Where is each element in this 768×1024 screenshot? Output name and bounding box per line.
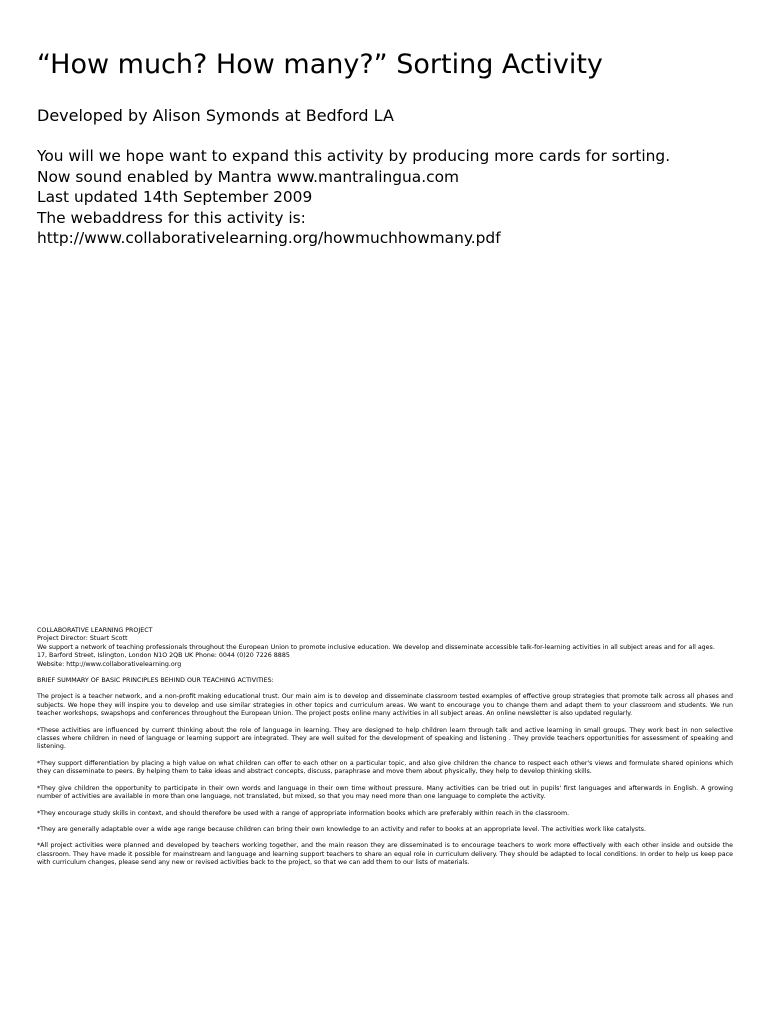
page-title: “How much? How many?” Sorting Activity xyxy=(37,49,603,80)
author-byline: Developed by Alison Symonds at Bedford LA xyxy=(37,106,394,125)
project-info xyxy=(37,627,733,669)
summary-paragraph: *They give children the opportunity to participate in their own words and language in their own time without pressure. Many activities can be tried out in pupils' first languages and afterwards in English. A growing number of activities are available in more than one language, not translated, but mixed, so that you may need more than one language to complete the activity. xyxy=(37,784,733,801)
project-website: Website: http://www.collaborativelearning.org xyxy=(37,660,182,668)
project-description: We support a network of teaching professionals throughout the European Union to promote inclusive education. We develop and disseminate accessible talk-for-learning activities in all subject areas and for all ages. xyxy=(37,643,715,651)
project-address: 17, Barford Street, Islington, London N1O 2QB UK Phone: 0044 (0)20 7226 8885 xyxy=(37,652,290,660)
intro-line-updated: Last updated 14th September 2009 xyxy=(37,188,313,207)
intro-line-expand: You will we hope want to expand this activity by producing more cards for sorting. xyxy=(37,147,671,165)
intro-line-mantra: Now sound enabled by Mantra www.mantralingua.com xyxy=(37,167,460,186)
summary-paragraph: *These activities are influenced by current thinking about the role of language in learning. They are designed to help children learn through talk and active learning in small groups. They work best in non selective classes where children in need of language or learning support are integrated. They are well suited for the development of speaking and listening . They provide teachers opportunities for assessment of speaking and listening. xyxy=(37,726,733,751)
project-footer xyxy=(37,627,733,876)
intro-line-webaddress-url: http://www.collaborativelearning.org/howmuchhowmany.pdf xyxy=(37,229,501,248)
intro-block xyxy=(37,146,670,249)
project-name: COLLABORATIVE LEARNING PROJECT xyxy=(37,627,153,634)
summary-paragraph: *They support differentiation by placing a high value on what children can offer to each other on a particular topic, and also give children the chance to respect each other's views and formulate shared opinions which they can disseminate to peers. By helping them to take ideas and abstract concepts, discuss, paraphrase and move them about physically, they help to develop thinking skills. xyxy=(37,759,733,776)
intro-line-webaddress-label: The webaddress for this activity is: xyxy=(37,208,306,227)
project-director: Project Director: Stuart Scott xyxy=(37,635,128,643)
summary-heading: BRIEF SUMMARY OF BASIC PRINCIPLES BEHIND OUR TEACHING ACTIVITIES: xyxy=(37,677,274,685)
summary-paragraph: *All project activities were planned and developed by teachers working together, and the main reason they are disseminated is to encourage teachers to work more effectively with each other inside and outside the classroom. They have made it possible for mainstream and language and learning support teachers to share an equal role in curriculum delivery. They should be adapted to local conditions. In order to help us keep pace with curriculum changes, please send any new or revised activities back to the project, so that we can add them to our lists of materials. xyxy=(37,842,733,867)
summary-paragraph: *They are generally adaptable over a wide age range because children can bring their own knowledge to an activity and refer to books at an appropriate level. The activities work like catalysts. xyxy=(37,825,646,833)
summary-paragraph: The project is a teacher network, and a non-profit making educational trust. Our main aim is to develop and disseminate classroom tested examples of effective group strategies that promote talk across all phases and subjects. We hope they will inspire you to develop and use similar strategies in other topics and curriculum areas. We want to encourage you to change them and adapt them to your classroom and students. We run teacher workshops, swapshops and conferences throughout the European Union. The project posts online many activities in all subject areas. An online newsletter is also updated regularly. xyxy=(37,693,733,718)
summary-paragraph: *They encourage study skills in context, and should therefore be used with a range of appropriate information books which are preferably within reach in the classroom. xyxy=(37,809,570,817)
